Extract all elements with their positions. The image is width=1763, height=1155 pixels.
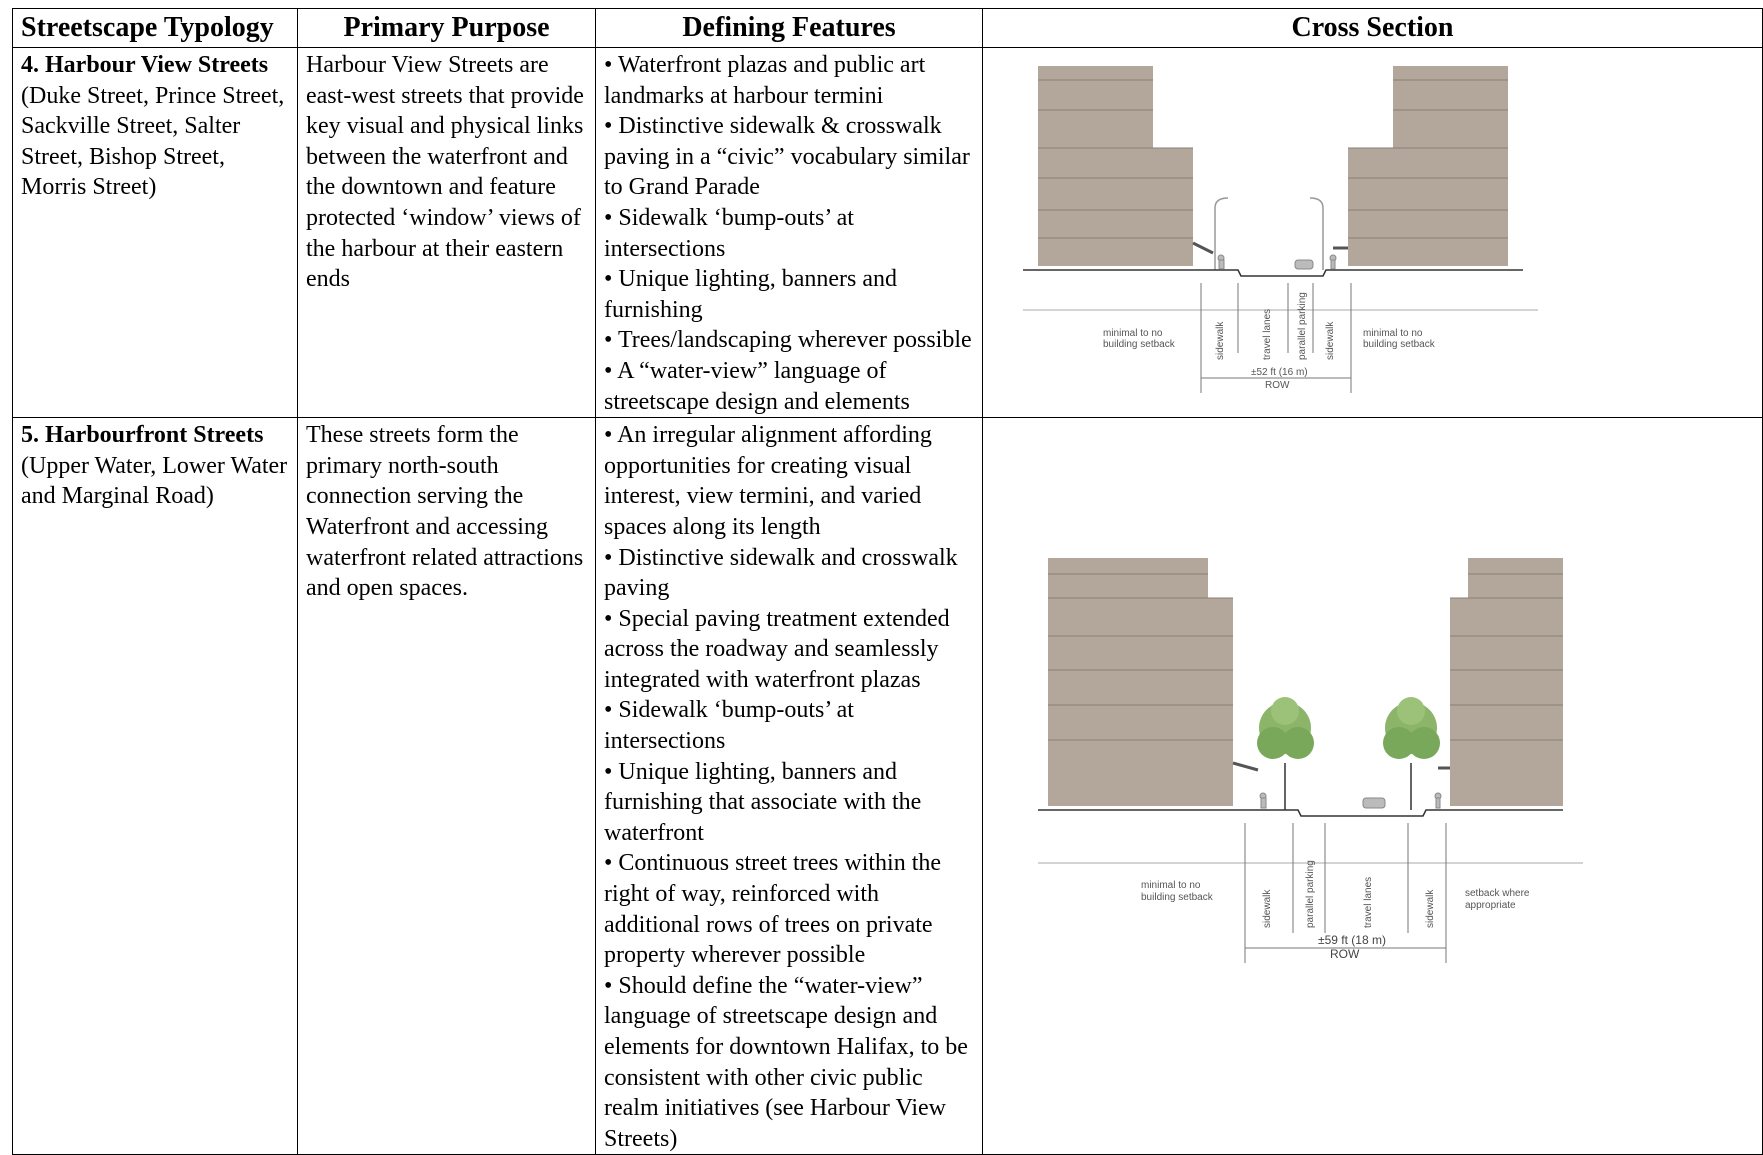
left-setback-note-line2: building setback	[1141, 892, 1213, 904]
feature-item: • A “water-view” language of streetscape design and elements	[604, 357, 910, 415]
feature-item: • Should define the “water-view” language of streetscape design and elements for downtown Halifax, to be consistent with other civic public realm initiatives (see Harbour View Streets)	[604, 972, 968, 1152]
lane-label: sidewalk	[1425, 889, 1436, 929]
purpose-cell: Harbour View Streets are east-west streets that provide key visual and physical links between the waterfront and the downtown and feature protected ‘window’ views of the harbour at their eastern ends	[298, 48, 596, 418]
feature-item: • Special paving treatment extended across the roadway and seamlessly integrated with waterfront plazas	[604, 605, 950, 693]
right-setback-note-line2: building setback	[1363, 339, 1435, 350]
cross-section-cell	[983, 418, 1763, 1155]
lane-label: sidewalk	[1215, 321, 1226, 360]
street-profile	[1023, 270, 1523, 276]
cross-section-diagram-harbour-view	[983, 48, 1623, 391]
street-tree-right	[1383, 697, 1440, 810]
typology-title: 4. Harbour View Streets	[21, 52, 269, 78]
left-setback-note-line2: building setback	[1103, 339, 1175, 350]
row-label: ROW	[1330, 947, 1360, 962]
typology-title: 5. Harbourfront Streets	[21, 422, 264, 449]
lane-label: sidewalk	[1325, 321, 1336, 360]
left-building	[1038, 66, 1213, 266]
lane-label: sidewalk	[1262, 889, 1273, 929]
feature-item: • Waterfront plazas and public art landmarks at harbour termini	[604, 52, 926, 109]
header-typology: Streetscape Typology	[13, 9, 298, 48]
left-setback-note-line1: minimal to no	[1103, 328, 1163, 339]
typology-cell	[13, 48, 298, 418]
cross-section-cell	[983, 48, 1763, 418]
typology-cell	[13, 418, 298, 1155]
feature-item: • Trees/landscaping wherever possible	[604, 327, 972, 354]
right-building	[1333, 66, 1508, 266]
features-cell	[596, 48, 983, 418]
people-and-car	[1218, 255, 1336, 269]
header-cross-section: Cross Section	[983, 9, 1763, 48]
header-features: Defining Features	[596, 9, 983, 48]
right-building	[1438, 558, 1563, 806]
right-setback-note-line1: setback where	[1465, 888, 1530, 900]
feature-item: • An irregular alignment affording opportunities for creating visual interest, view termini, and varied spaces along its length	[604, 422, 932, 540]
lane-label: travel lanes	[1363, 876, 1374, 929]
left-building	[1048, 558, 1258, 806]
street-tree-left	[1257, 697, 1314, 810]
feature-item: • Unique lighting, banners and furnishing	[604, 266, 898, 323]
right-setback-note-line2: appropriate	[1465, 900, 1516, 912]
lane-label: travel lanes	[1262, 308, 1273, 360]
feature-item: • Distinctive sidewalk and crosswalk paving	[604, 544, 958, 602]
row-label: ROW	[1265, 380, 1290, 391]
lane-label: parallel parking	[1305, 860, 1316, 929]
purpose-cell: These streets form the primary north-south connection serving the Waterfront and accessing waterfront related attractions and open spaces.	[298, 418, 596, 1155]
feature-item: • Sidewalk ‘bump-outs’ at intersections	[604, 697, 854, 755]
feature-item: • Sidewalk ‘bump-outs’ at intersections	[604, 204, 854, 262]
right-setback-note-line1: minimal to no	[1363, 328, 1423, 339]
feature-item: • Unique lighting, banners and furnishing that associate with the waterfront	[604, 758, 922, 846]
streetscape-table	[12, 8, 1763, 1155]
typology-streets: (Upper Water, Lower Water and Marginal Road)	[21, 452, 288, 510]
people-and-car	[1260, 793, 1441, 808]
lane-label: parallel parking	[1297, 292, 1308, 360]
cross-section-diagram-harbourfront	[983, 548, 1623, 1108]
table-row	[13, 418, 1763, 1155]
feature-item: • Distinctive sidewalk & crosswalk paving in a “civic” vocabulary similar to Grand Parade	[604, 113, 970, 201]
feature-item: • Continuous street trees within the right of way, reinforced with additional rows of trees on private property wherever possible	[604, 850, 942, 969]
row-width: ±59 ft (18 m)	[1318, 933, 1386, 948]
header-purpose: Primary Purpose	[298, 9, 596, 48]
street-lights	[1215, 198, 1323, 270]
features-cell	[596, 418, 983, 1155]
left-setback-note-line1: minimal to no	[1141, 880, 1201, 892]
street-profile	[1038, 810, 1563, 816]
table-row	[13, 48, 1763, 418]
header-row	[13, 9, 1763, 48]
typology-streets: (Duke Street, Prince Street, Sackville Street, Salter Street, Bishop Street, Morris Street)	[21, 82, 285, 201]
row-width: ±52 ft (16 m)	[1251, 367, 1308, 378]
